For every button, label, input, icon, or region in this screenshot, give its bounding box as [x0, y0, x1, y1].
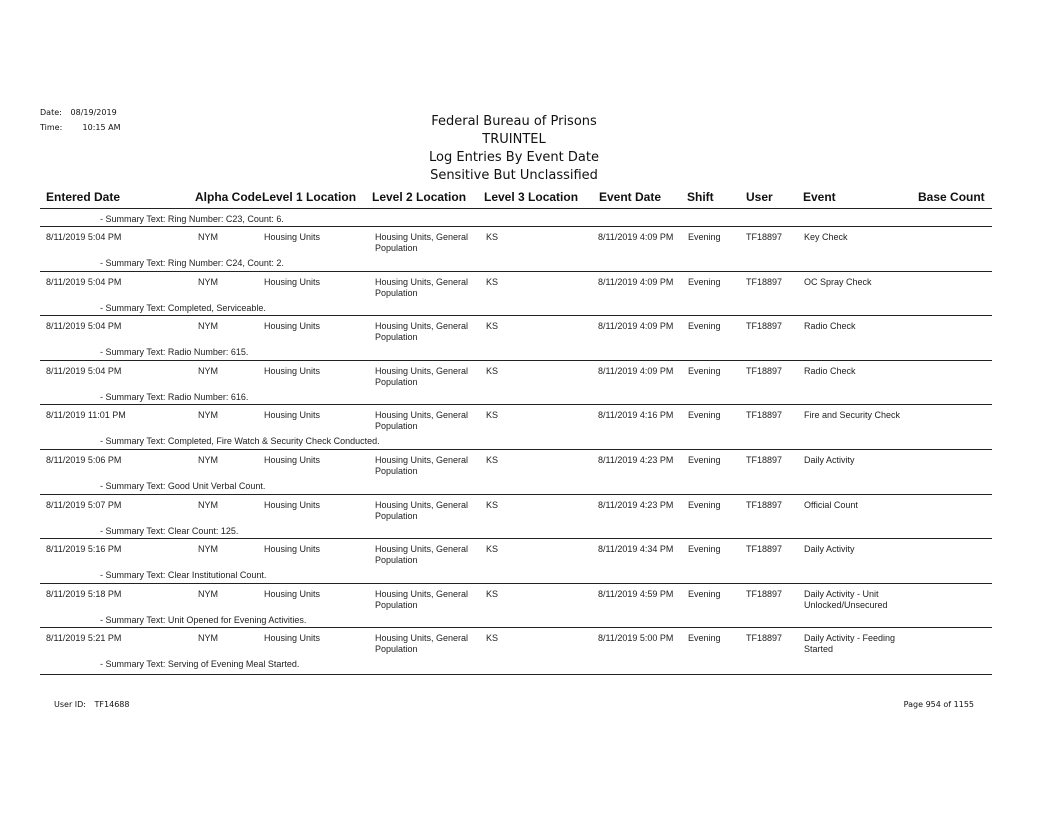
row-divider — [40, 627, 992, 628]
header-event: Event — [803, 190, 836, 204]
page-number: Page 954 of 1155 — [903, 700, 974, 709]
cell-alpha-code: NYM — [198, 544, 218, 555]
cell-entered-date: 8/11/2019 5:04 PM — [46, 321, 122, 332]
header-level1-location: Level 1 Location — [262, 190, 357, 204]
cell-user: TF18897 — [746, 544, 783, 555]
cell-user: TF18897 — [746, 410, 783, 421]
cell-level2-location: Housing Units, General Population — [375, 321, 469, 343]
cell-level3-location: KS — [486, 365, 499, 376]
report-agency: Federal Bureau of Prisons — [431, 114, 597, 129]
summary-text: - Summary Text: Ring Number: C23, Count: 6. — [100, 214, 284, 224]
header-level2-location: Level 2 Location — [372, 190, 467, 204]
report-classification: Sensitive But Unclassified — [430, 168, 598, 183]
cell-alpha-code: NYM — [198, 588, 218, 599]
cell-event-date: 8/11/2019 4:34 PM — [598, 544, 674, 555]
row-divider — [40, 538, 992, 539]
cell-level1-location: Housing Units — [264, 321, 321, 332]
cell-event-date: 8/11/2019 4:09 PM — [598, 232, 674, 242]
summary-text: - Summary Text: Ring Number: C24, Count: 2. — [100, 258, 284, 268]
cell-level3-location: KS — [486, 544, 499, 555]
cell-event: Radio Check — [804, 321, 856, 332]
cell-entered-date: 8/11/2019 5:21 PM — [46, 633, 122, 644]
cell-alpha-code: NYM — [198, 321, 218, 332]
cell-level1-location: Housing Units — [264, 544, 321, 555]
cell-entered-date: 8/11/2019 11:01 PM — [46, 410, 126, 421]
row-divider — [40, 226, 992, 227]
cell-level1-location: Housing Units — [264, 276, 321, 287]
cell-user: TF18897 — [746, 499, 783, 510]
cell-event: Key Check — [804, 232, 848, 242]
row-divider — [40, 404, 992, 405]
cell-event: Radio Check — [804, 365, 856, 376]
cell-shift: Evening — [688, 544, 721, 555]
cell-shift: Evening — [688, 410, 721, 421]
cell-alpha-code: NYM — [198, 499, 218, 510]
header-user: User — [746, 190, 773, 204]
cell-level3-location: KS — [486, 499, 499, 510]
cell-event: Daily Activity - Unit Unlocked/Unsecured — [804, 588, 888, 610]
table-bottom-rule — [40, 674, 992, 675]
cell-level2-location: Housing Units, General Population — [375, 276, 469, 298]
summary-text: - Summary Text: Clear Count: 125. — [100, 525, 239, 536]
cell-shift: Evening — [688, 365, 721, 376]
header-base-count: Base Count — [918, 190, 985, 204]
date-value: 08/19/2019 — [70, 108, 117, 117]
cell-entered-date: 8/11/2019 5:04 PM — [46, 365, 122, 376]
cell-level1-location: Housing Units — [264, 410, 321, 421]
cell-level3-location: KS — [486, 588, 499, 599]
cell-event: Daily Activity — [804, 455, 855, 465]
cell-level2-location: Housing Units, General Population — [375, 499, 469, 521]
summary-text: - Summary Text: Serving of Evening Meal Started. — [100, 659, 300, 670]
cell-event-date: 8/11/2019 4:09 PM — [598, 365, 674, 376]
report-date — [40, 108, 121, 117]
cell-event-date: 8/11/2019 5:00 PM — [598, 633, 674, 644]
cell-level3-location: KS — [486, 455, 499, 465]
cell-user: TF18897 — [746, 232, 783, 242]
cell-entered-date: 8/11/2019 5:06 PM — [46, 455, 122, 465]
cell-entered-date: 8/11/2019 5:18 PM — [46, 588, 122, 599]
cell-event-date: 8/11/2019 4:23 PM — [598, 455, 674, 465]
cell-level3-location: KS — [486, 410, 499, 421]
header-entered-date: Entered Date — [46, 190, 121, 204]
cell-event-date: 8/11/2019 4:23 PM — [598, 499, 674, 510]
row-divider — [40, 271, 992, 272]
summary-text: - Summary Text: Radio Number: 616. — [100, 391, 249, 402]
cell-alpha-code: NYM — [198, 365, 218, 376]
cell-user: TF18897 — [746, 276, 783, 287]
cell-event: Official Count — [804, 499, 858, 510]
report-time — [40, 123, 133, 132]
cell-level3-location: KS — [486, 321, 499, 332]
footer-user-id — [54, 700, 129, 709]
cell-entered-date: 8/11/2019 5:16 PM — [46, 544, 122, 555]
cell-event-date: 8/11/2019 4:59 PM — [598, 588, 674, 599]
cell-level3-location: KS — [486, 276, 499, 287]
header-level3-location: Level 3 Location — [484, 190, 579, 204]
summary-text: - Summary Text: Good Unit Verbal Count. — [100, 481, 266, 491]
cell-level1-location: Housing Units — [264, 365, 321, 376]
cell-user: TF18897 — [746, 455, 783, 465]
summary-text: - Summary Text: Completed, Serviceable. — [100, 302, 266, 313]
cell-shift: Evening — [688, 588, 721, 599]
cell-user: TF18897 — [746, 365, 783, 376]
cell-level2-location: Housing Units, General Population — [375, 544, 469, 566]
summary-text: - Summary Text: Clear Institutional Count. — [100, 570, 267, 581]
header-divider — [40, 208, 992, 209]
user-id-label: User ID: — [54, 700, 86, 709]
cell-shift: Evening — [688, 232, 721, 242]
cell-alpha-code: NYM — [198, 410, 218, 421]
time-value: 10:15 AM — [82, 123, 121, 132]
row-divider — [40, 315, 992, 316]
cell-entered-date: 8/11/2019 5:04 PM — [46, 232, 122, 242]
cell-alpha-code: NYM — [198, 276, 218, 287]
cell-entered-date: 8/11/2019 5:07 PM — [46, 499, 122, 510]
cell-level2-location: Housing Units, General Population — [375, 232, 469, 253]
cell-level2-location: Housing Units, General Population — [375, 455, 469, 476]
summary-text: - Summary Text: Unit Opened for Evening Activities. — [100, 614, 307, 625]
cell-alpha-code: NYM — [198, 455, 218, 465]
cell-shift: Evening — [688, 633, 721, 644]
cell-level3-location: KS — [486, 633, 499, 644]
cell-event-date: 8/11/2019 4:09 PM — [598, 321, 674, 332]
cell-event: Daily Activity - Feeding Started — [804, 633, 896, 655]
row-divider — [40, 449, 992, 450]
cell-level2-location: Housing Units, General Population — [375, 365, 469, 387]
cell-shift: Evening — [688, 276, 721, 287]
time-label: Time: — [40, 123, 63, 132]
user-id-value: TF14688 — [94, 700, 130, 709]
cell-level2-location: Housing Units, General Population — [375, 410, 469, 432]
row-divider — [40, 360, 992, 361]
cell-level1-location: Housing Units — [264, 633, 321, 644]
cell-level1-location: Housing Units — [264, 588, 321, 599]
cell-level1-location: Housing Units — [264, 455, 321, 465]
cell-shift: Evening — [688, 499, 721, 510]
cell-event: OC Spray Check — [804, 276, 872, 287]
cell-entered-date: 8/11/2019 5:04 PM — [46, 276, 122, 287]
cell-level1-location: Housing Units — [264, 499, 321, 510]
report-system: TRUINTEL — [482, 132, 546, 147]
row-divider — [40, 494, 992, 495]
cell-event-date: 8/11/2019 4:16 PM — [598, 410, 674, 421]
cell-level2-location: Housing Units, General Population — [375, 633, 469, 655]
header-shift: Shift — [687, 190, 714, 204]
cell-shift: Evening — [688, 321, 721, 332]
header-event-date: Event Date — [599, 190, 662, 204]
row-divider — [40, 583, 992, 584]
header-alpha-code: Alpha Code — [195, 190, 262, 204]
cell-level1-location: Housing Units — [264, 232, 321, 242]
cell-event: Fire and Security Check — [804, 410, 901, 421]
cell-user: TF18897 — [746, 321, 783, 332]
cell-user: TF18897 — [746, 633, 783, 644]
cell-event: Daily Activity — [804, 544, 855, 555]
cell-alpha-code: NYM — [198, 633, 218, 644]
cell-level2-location: Housing Units, General Population — [375, 588, 469, 610]
summary-text: - Summary Text: Completed, Fire Watch & Security Check Conducted. — [100, 436, 380, 447]
cell-event-date: 8/11/2019 4:09 PM — [598, 276, 674, 287]
summary-text: - Summary Text: Radio Number: 615. — [100, 347, 249, 358]
report-title: Log Entries By Event Date — [429, 150, 599, 165]
cell-alpha-code: NYM — [198, 232, 218, 242]
cell-level3-location: KS — [486, 232, 499, 242]
cell-user: TF18897 — [746, 588, 783, 599]
date-label: Date: — [40, 108, 62, 117]
cell-shift: Evening — [688, 455, 721, 465]
